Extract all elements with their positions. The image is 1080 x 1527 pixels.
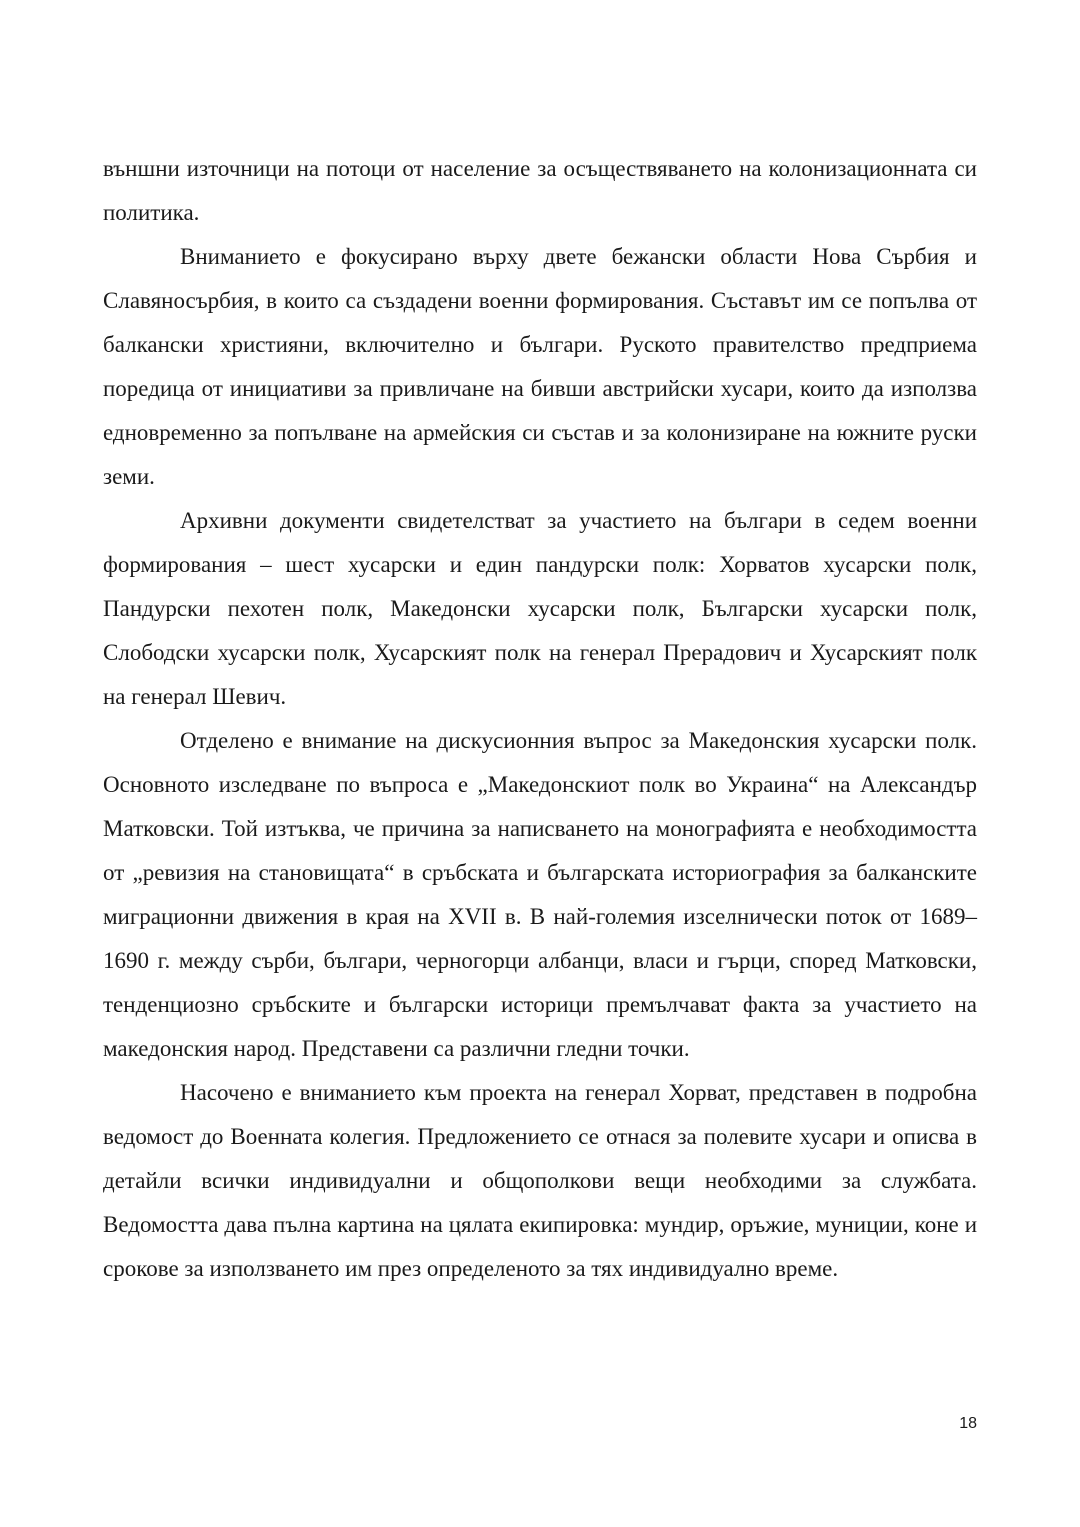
- page-number: 18: [959, 1415, 977, 1432]
- body-text: [103, 147, 977, 1291]
- paragraph-horvat-project: Насочено е вниманието към проекта на генерал Хорват, представен в подробна ведомост до Военната колегия. Предложението се отнася за полевите хусари и описва в детайли всички индивидуални и общополкови вещи необходими за службата. Ведомостта дава пълна картина на цялата екипировка: мундир, оръжие, муниции, коне и срокове за използването им през определеното за тях индивидуално време.: [103, 1080, 977, 1281]
- paragraph-macedonian-regiment: Отделено е внимание на дискусионния въпрос за Македонския хусарски полк. Основното изследване по въпроса е „Македонскиот полк во Украина“ на Александър Матковски. Той изтъква, че причина за написването на монографията е необходимостта от „ревизия на становищата“ в сръбската и българската историография за балканските миграционни движения в края на XVII в. В най-големия изселнически поток от 1689–1690 г. между сърби, българи, черногорци албанци, власи и гърци, според Матковски, тенденциозно сръбските и български историци премълчават факта за участието на македонския народ. Представени са различни гледни точки.: [103, 728, 977, 1061]
- paragraph-nova-serbia: Вниманието е фокусирано върху двете бежански области Нова Сърбия и Славяносърбия, в които са създадени военни формирования. Съставът им се попълва от балкански християни, включително и българи. Руското правителство предприема поредица от инициативи за привличане на бивши австрийски хусари, които да използва едновременно за попълване на армейския си състав и за колонизиране на южните руски земи.: [103, 244, 977, 489]
- paragraph-continuation: външни източници на потоци от население за осъществяването на колонизационната си политика.: [103, 156, 977, 225]
- paragraph-archive-documents: Архивни документи свидетелстват за участието на българи в седем военни формирования – шест хусарски и един пандурски полк: Хорватов хусарски полк, Пандурски пехотен полк, Македонски хусарски полк, Български хусарски полк, Слободски хусарски полк, Хусарският полк на генерал Прерадович и Хусарският полк на генерал Шевич.: [103, 508, 977, 709]
